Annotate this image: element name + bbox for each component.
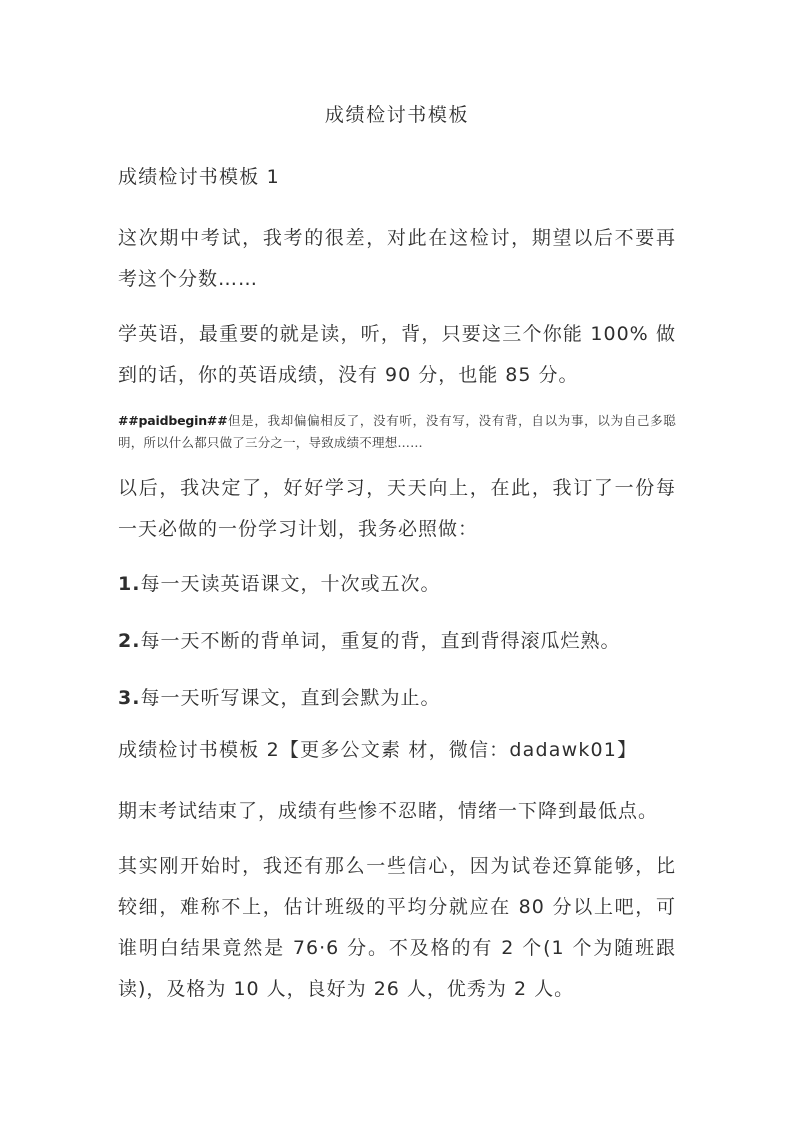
list-item-number: 1.: [118, 573, 141, 595]
paragraph-4: 以后，我决定了，好好学习，天天向上，在此，我订了一份每一天必做的一份学习计划，我务必照做：: [118, 477, 676, 540]
paid-marker-paragraph-text: 但是，我却偏偏相反了，没有听，没有写，没有背，自以为事，以为自己多聪明，所以什么都只做了三分之一，导致成绩不理想……: [118, 413, 676, 450]
list-item-number: 3.: [118, 687, 141, 709]
paragraph-2: 学英语，最重要的就是读，听，背，只要这三个你能 100% 做到的话，你的英语成绩，没有 90 分，也能 85 分。: [118, 323, 676, 386]
section-heading-2: 成绩检讨书模板 2【更多公文素 材，微信：dadawk01】: [118, 739, 638, 761]
list-item-number: 2.: [118, 630, 141, 652]
document-content: [118, 100, 676, 1024]
page-title: 成绩检讨书模板: [324, 104, 470, 126]
paid-marker-paragraph: [118, 410, 676, 454]
paragraph-5: 期末考试结束了，成绩有些惨不忍睹，情绪一下降到最低点。: [118, 800, 659, 822]
list-item: [118, 564, 676, 605]
list-item: [118, 678, 676, 719]
list-item-label: 每一天读英语课文，十次或五次。: [140, 573, 441, 595]
section-heading-1: 成绩检讨书模板 1: [118, 166, 280, 188]
list-item: [118, 621, 676, 662]
paragraph-1: 这次期中考试，我考的很差，对此在这检讨，期望以后不要再考这个分数……: [118, 227, 676, 290]
list-item-label: 每一天听写课文，直到会默为止。: [140, 687, 441, 709]
list-item-label: 每一天不断的背单词，重复的背，直到背得滚瓜烂熟。: [140, 630, 621, 652]
paidbegin-marker: ##paidbegin##: [118, 413, 228, 428]
paragraph-6: 其实刚开始时，我还有那么一些信心，因为试卷还算能够，比较细，难称不上，估计班级的平均分就应在 80 分以上吧，可谁明白结果竟然是 76·6 分。不及格的有 2 个(1 个为随班跟读)，及格为 10 人，良好为 26 人，优秀为 2 人。: [118, 855, 676, 1000]
